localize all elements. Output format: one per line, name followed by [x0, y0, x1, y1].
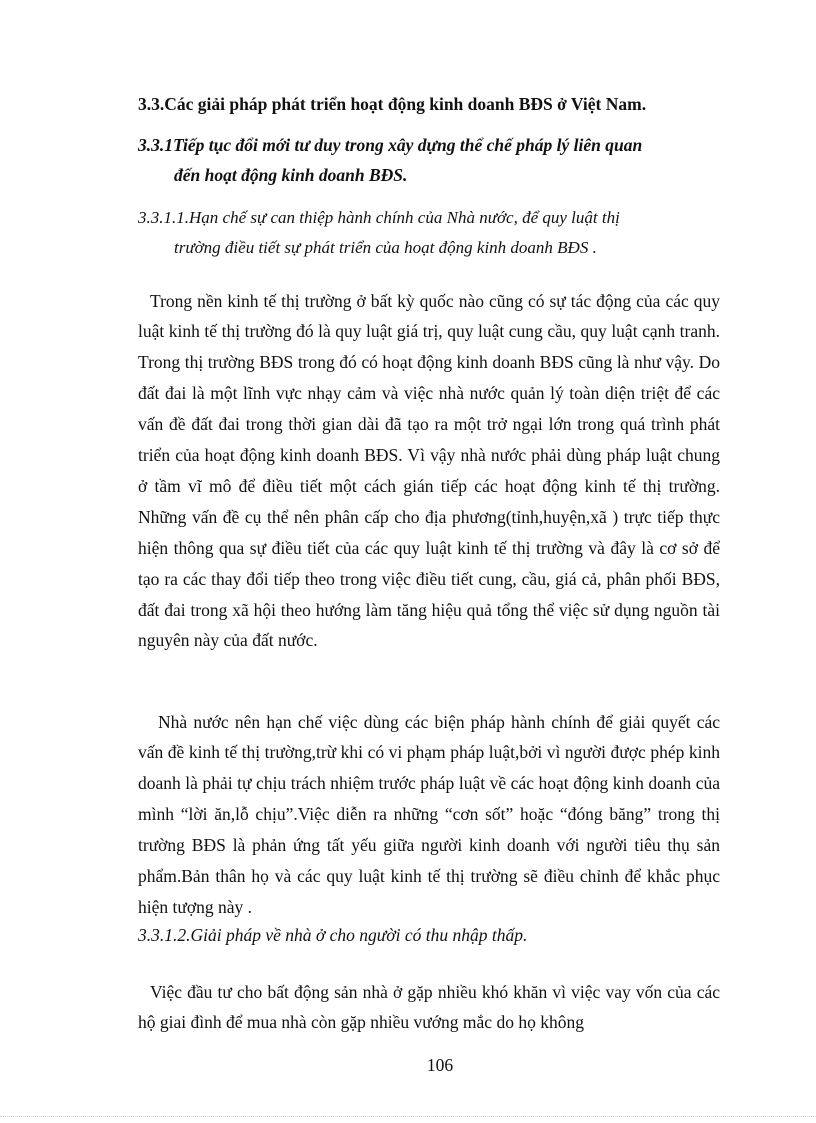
subsubsection-heading-2: 3.3.1.2.Giải pháp về nhà ở cho người có thu nhập thấp. — [138, 925, 528, 945]
subsubsection-heading-line1: 3.3.1.1.Hạn chế sự can thiệp hành chính của Nhà nước, để quy luật thị — [138, 208, 620, 227]
section-heading: 3.3.Các giải pháp phát triển hoạt động kinh doanh BĐS ở Việt Nam. — [138, 94, 647, 114]
subsubsection-heading — [138, 203, 723, 263]
paragraph-2: Nhà nước nên hạn chế việc dùng các biện pháp hành chính để giải quyết các vấn đề kinh tế thị trường,trừ khi có vi phạm pháp luật,bởi vì người được phép kinh doanh là phải tự chịu trách nhiệm trước pháp luật về các hoạt động kinh doanh của mình “lời ăn,lỗ chịu”.Việc diễn ra những “cơn sốt” hoặc “đóng băng” trong thị trường BĐS là phản ứng tất yếu giữa người kinh doanh với người tiêu thụ sản phẩm.Bản thân họ và các quy luật kinh tế thị trường sẽ điều chỉnh để khắc phục hiện tượng này . — [138, 711, 720, 917]
paragraph-3: Việc đầu tư cho bất động sản nhà ở gặp nhiều khó khăn vì việc vay vốn của các hộ giai đình để mua nhà còn gặp nhiều vướng mắc do họ không — [138, 981, 720, 1033]
page-number: 106 — [426, 1055, 454, 1075]
paragraph-1: Trong nền kinh tế thị trường ở bất kỳ quốc nào cũng có sự tác động của các quy luật kinh tế thị trường đó là quy luật giá trị, quy luật cung cầu, quy luật cạnh tranh. Trong thị trường BĐS trong đó có hoạt động kinh doanh BĐS cũng là như vậy. Do đất đai là một lĩnh vực nhạy cảm và việc nhà nước quản lý toàn diện triệt để các vấn đề đất đai trong thời gian dài đã tạo ra một trở ngại lớn trong quá trình phát triển của hoạt động kinh doanh BĐS. Vì vậy nhà nước phải dùng pháp luật chung ở tầm vĩ mô để điều tiết một cách gián tiếp các hoạt động kinh tế thị trường. Những vấn đề cụ thể nên phân cấp cho địa phương(tỉnh,huyện,xã ) trực tiếp thực hiện thông qua sự điều tiết của các quy luật kinh tế thị trường và đây là cơ sở để tạo ra các thay đổi tiếp theo trong việc điều tiết cung, cầu, giá cả, phân phối BĐS, đất đai trong xã hội theo hướng làm tăng hiệu quả tổng thể việc sử dụng nguồn tài nguyên này của đất nước. — [138, 290, 720, 651]
subsection-heading — [138, 130, 723, 190]
subsubsection-heading-line2: trường điều tiết sự phát triển của hoạt động kinh doanh BĐS . — [174, 238, 597, 257]
subsection-heading-line1: 3.3.1Tiếp tục đổi mới tư duy trong xây dựng thể chế pháp lý liên quan — [138, 135, 643, 155]
page-bottom-divider — [0, 1116, 816, 1117]
subsection-heading-line2: đến hoạt động kinh doanh BĐS. — [174, 165, 408, 185]
